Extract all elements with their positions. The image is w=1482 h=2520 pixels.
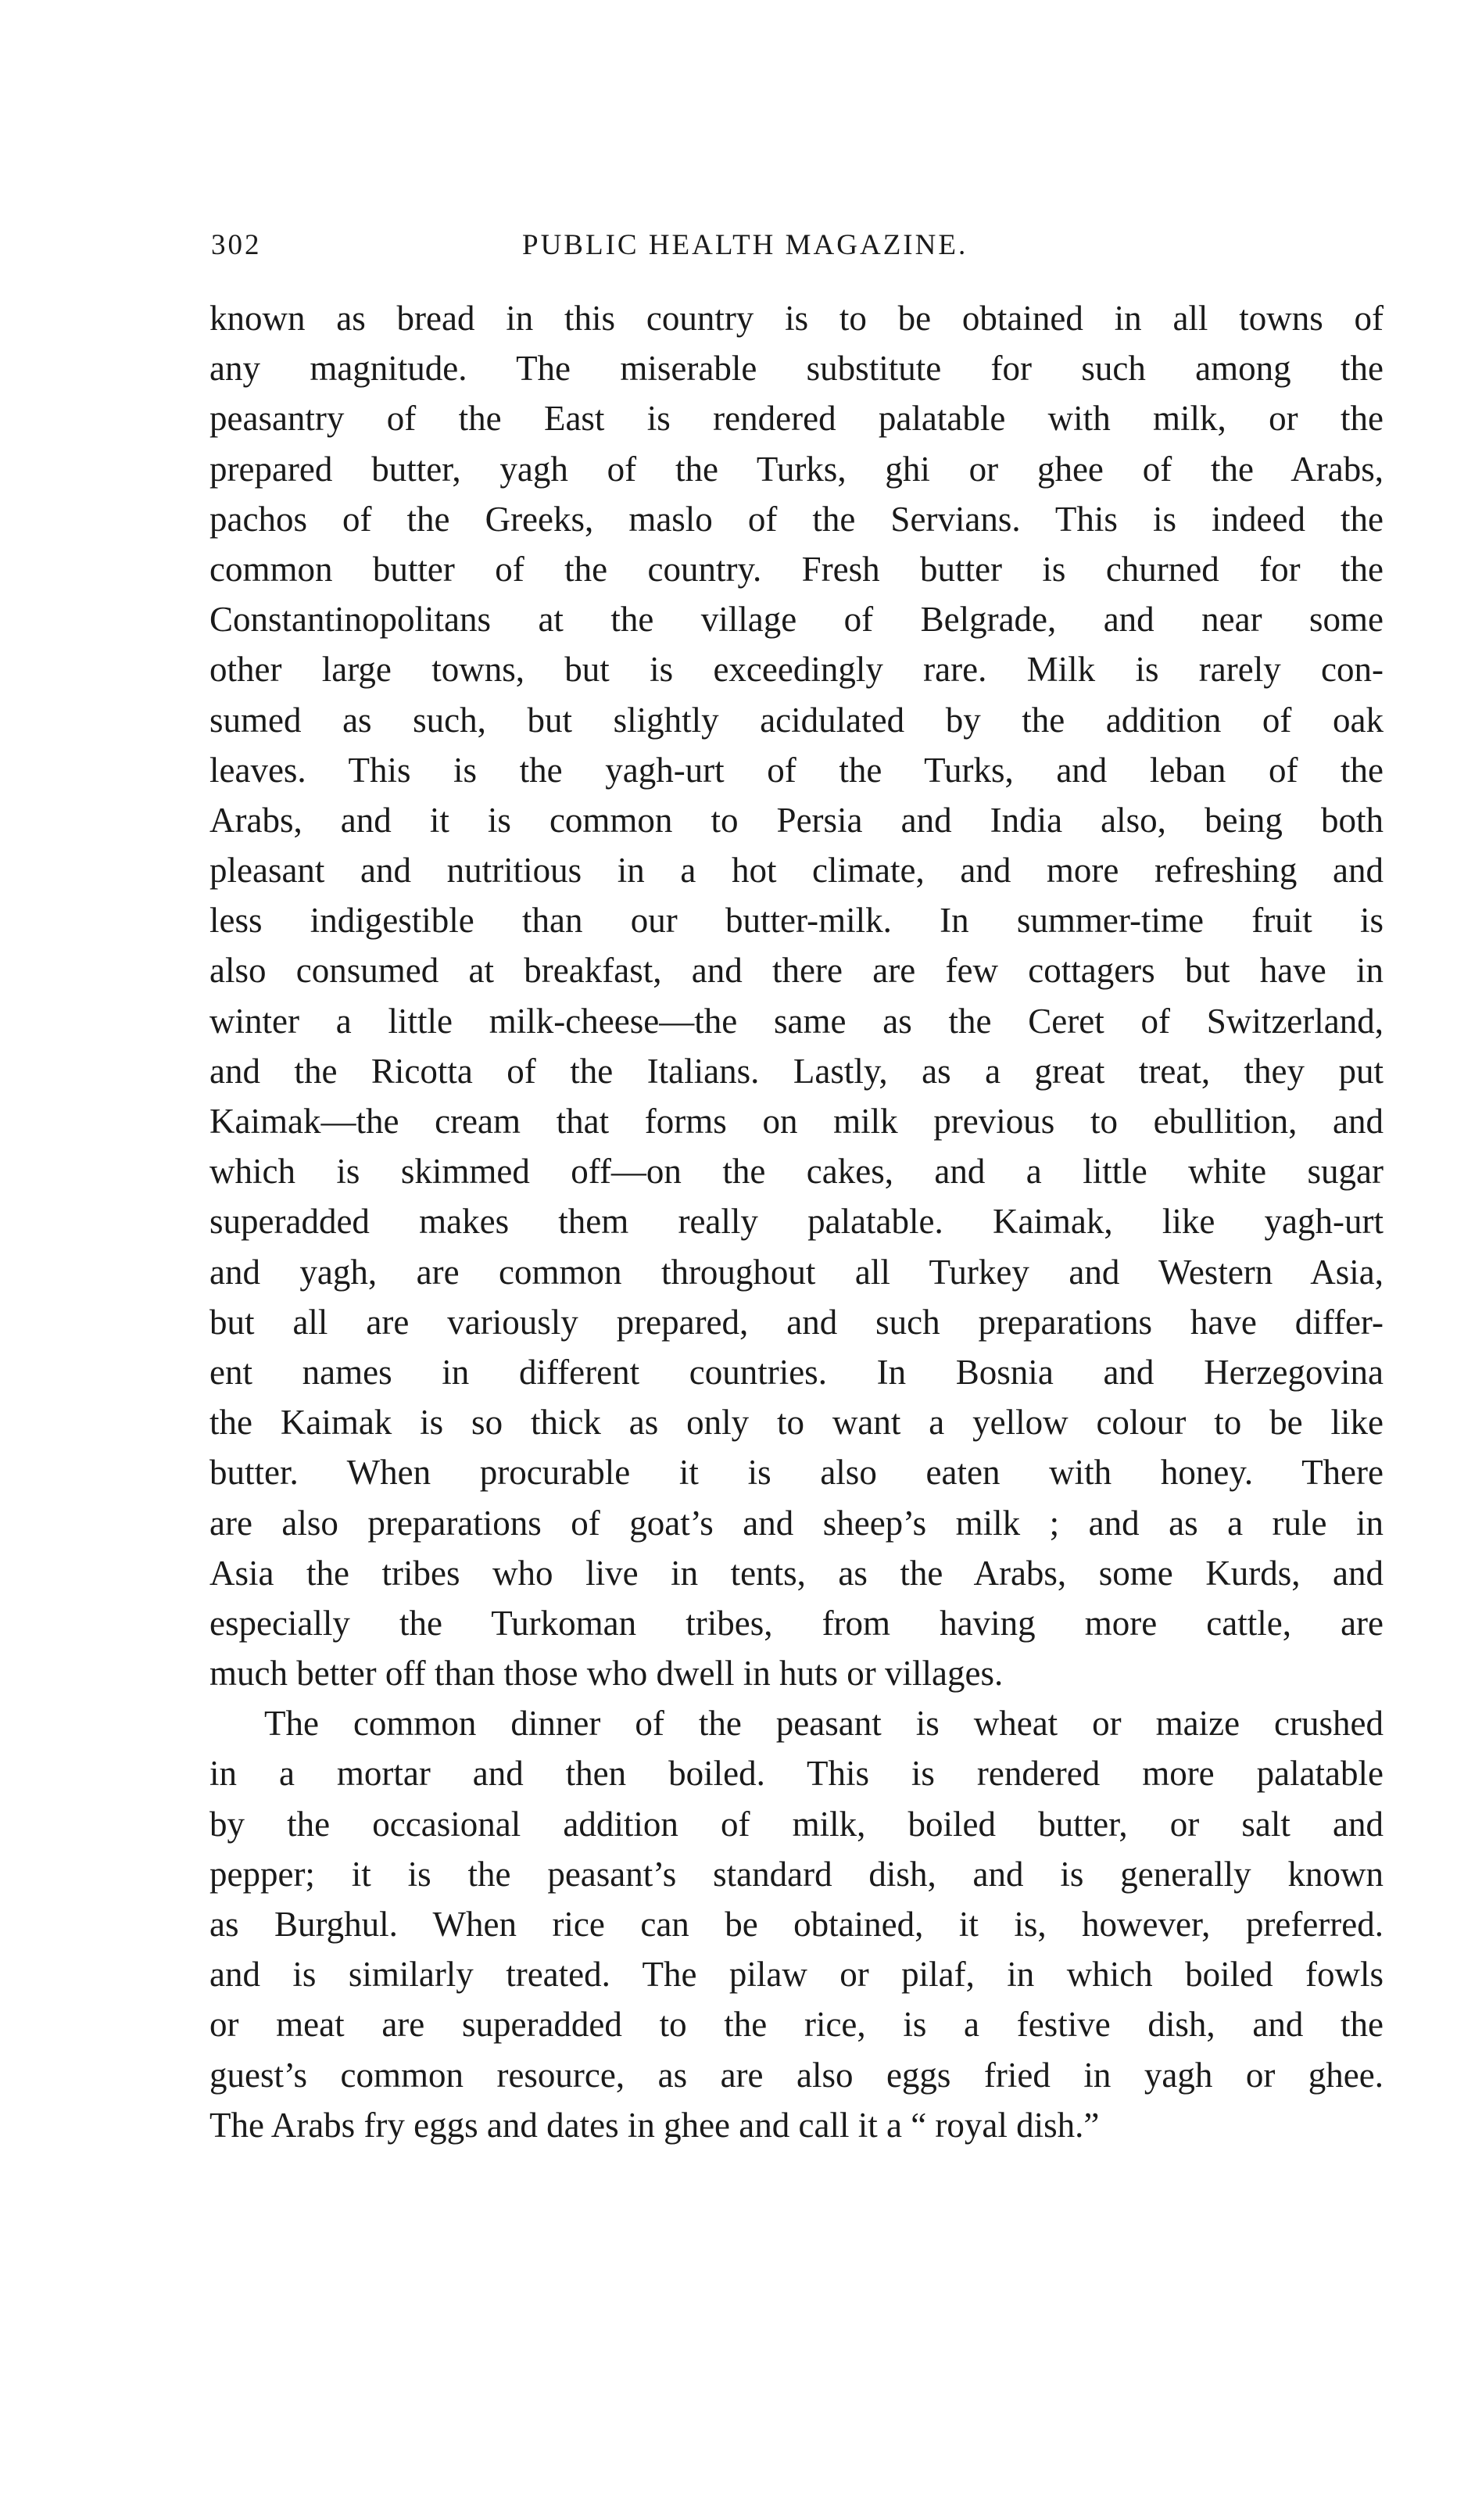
text-line: but all are variously prepared, and such preparations have differ- [209,1302,1384,1342]
text-line: and is similarly treated. The pilaw or pilaf, in which boiled fowls [209,1955,1384,1995]
text-line: Kaimak—the cream that forms on milk previous to ebullition, and [209,1102,1384,1141]
article-body [209,293,1384,2150]
text-line: much better off than those who dwell in huts or villages. [209,1654,1004,1694]
text-line: as Burghul. When rice can be obtained, it is, however, preferred. [209,1905,1384,1944]
text-line: common butter of the country. Fresh butter is churned for the [209,549,1384,589]
text-line: The Arabs fry eggs and dates in ghee and call it a “ royal dish.” [209,2105,1100,2145]
text-line: ent names in different countries. In Bosnia and Herzegovina [209,1352,1384,1392]
text-line: and yagh, are common throughout all Turkey and Western Asia, [209,1252,1384,1292]
paragraph-1 [209,293,1384,1698]
text-line: are also preparations of goat’s and sheep’s milk ; and as a rule in [209,1503,1384,1543]
text-line: leaves. This is the yagh-urt of the Turks, and leban of the [209,750,1384,790]
text-line: prepared butter, yagh of the Turks, ghi or ghee of the Arabs, [209,449,1384,489]
text-line: sumed as such, but slightly acidulated by the addition of oak [209,700,1384,740]
text-line: by the occasional addition of milk, boiled butter, or salt and [209,1804,1384,1844]
text-line: pachos of the Greeks, maslo of the Servians. This is indeed the [209,499,1384,539]
text-line: Constantinopolitans at the village of Belgrade, and near some [209,600,1384,640]
page-number: 302 [211,229,262,261]
running-head [211,228,1384,275]
text-line: guest’s common resource, as are also eggs fried in yagh or ghee. [209,2055,1384,2095]
journal-title: PUBLIC HEALTH MAGAZINE. [522,229,968,261]
text-line: pepper; it is the peasant’s standard dish, and is generally known [209,1854,1384,1894]
text-line: butter. When procurable it is also eaten with honey. There [209,1453,1384,1493]
text-line: peasantry of the East is rendered palatable with milk, or the [209,399,1384,439]
text-line: pleasant and nutritious in a hot climate, and more refreshing and [209,851,1384,891]
text-line: known as bread in this country is to be obtained in all towns of [209,299,1384,338]
text-line: especially the Turkoman tribes, from having more cattle, are [209,1603,1384,1643]
text-line: less indigestible than our butter-milk. In summer-time fruit is [209,901,1384,941]
text-line: winter a little milk-cheese—the same as the Ceret of Switzerland, [209,1001,1384,1041]
text-line: in a mortar and then boiled. This is rendered more palatable [209,1754,1384,1794]
text-line: and the Ricotta of the Italians. Lastly, as a great treat, they put [209,1051,1384,1091]
text-line: the Kaimak is so thick as only to want a yellow colour to be like [209,1403,1384,1443]
text-line: Arabs, and it is common to Persia and India also, being both [209,800,1384,840]
paragraph-2 [209,1698,1384,2150]
text-line: The common dinner of the peasant is wheat or maize crushed [264,1704,1384,1744]
text-line: superadded makes them really palatable. Kaimak, like yagh-urt [209,1202,1384,1242]
text-line: Asia the tribes who live in tents, as the Arabs, some Kurds, and [209,1553,1384,1593]
text-line: any magnitude. The miserable substitute for such among the [209,349,1384,389]
text-line: other large towns, but is exceedingly rare. Milk is rarely con- [209,650,1384,690]
text-line: which is skimmed off—on the cakes, and a little white sugar [209,1152,1384,1192]
text-line: also consumed at breakfast, and there are few cottagers but have in [209,951,1384,991]
text-line: or meat are superadded to the rice, is a festive dish, and the [209,2005,1384,2045]
